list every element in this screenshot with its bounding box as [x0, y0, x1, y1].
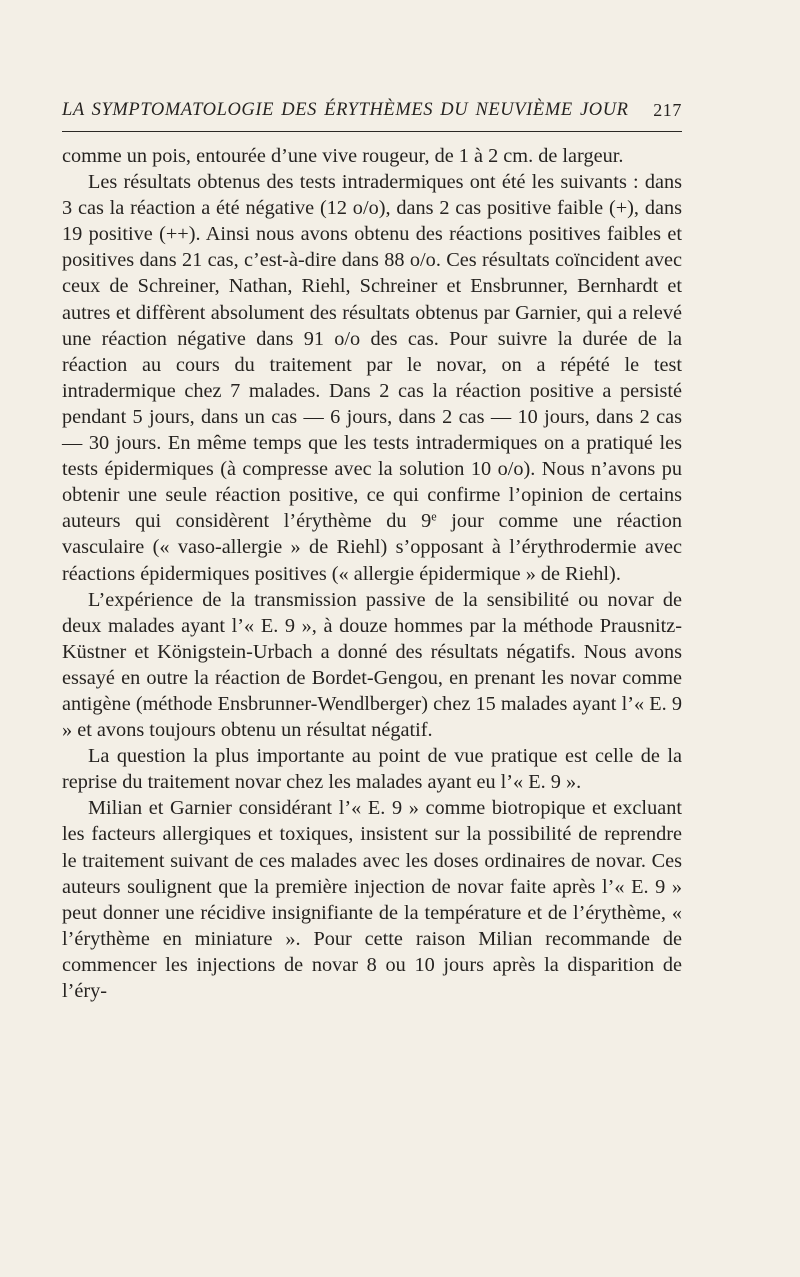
paragraph-5: Milian et Garnier considérant l’« E. 9 » comme biotropique et excluant les facteurs allergiques et toxiques, insistent sur la possibilité de reprendre le traitement suivant de ces malades avec les doses ordinaires de novar. Ces auteurs soulignent que la première injection de novar faite après l’« E. 9 » peut donner une récidive insignifiante de la température et de l’érythème, « l’érythème en miniature ». Pour cette raison Milian recommande de commencer les injections de novar 8 ou 10 jours après la disparition de l’éry- [62, 797, 682, 1002]
paragraph-2-part-1: Les résultats obtenus des tests intradermiques ont été les suivants : dans 3 cas la réaction a été négative (12 o/o), dans 2 cas positive faible (+), dans 19 positive (++). Ainsi nous avons obtenu des réactions positives faibles et positives dans 21 cas, c’est-à-dire dans 88 o/o. Ces résultats coïncident avec ceux de Schreiner, Nathan, Riehl, Schreiner et Ensbrunner, Bernhardt et autres et diffèrent absolument des résultats obtenus par Garnier, qui a relevé une réaction négative dans 91 o/o des cas. Pour suivre la durée de la réaction au cours du traitement par le novar, on a répété le test intradermique chez 7 malades. Dans 2 cas la réaction positive a persisté pendant 5 jours, dans un cas — 6 jours, dans 2 cas — 10 jours, dans 2 cas — 30 jours. En même temps que les tests intradermiques on a pratiqué les tests épidermiques (à compresse avec la solution 10 o/o). Nous n’avons pu obtenir une seule réaction positive, ce qui confirme l’opinion de certains auteurs qui considèrent l’érythème du 9 [62, 171, 682, 533]
paragraph-2 [62, 169, 682, 587]
page-number: 217 [653, 100, 682, 120]
header-rule [62, 131, 682, 132]
running-head [62, 100, 682, 124]
body-text [62, 143, 682, 1004]
paragraph-1: comme un pois, entourée d’une vive rougeur, de 1 à 2 cm. de largeur. [62, 145, 624, 167]
paragraph-2-part-2: jour comme une réaction vasculaire (« vaso-allergie » de Riehl) s’opposant à l’érythrodermie avec réactions épidermiques positives (« allergie épidermique » de Riehl). [62, 510, 682, 585]
paragraph-3: L’expérience de la transmission passive de la sensibilité ou novar de deux malades ayant l’« E. 9 », à douze hommes par la méthode Prausnitz-Küstner et Königstein-Urbach a donné des résultats négatifs. Nous avons essayé en outre la réaction de Bordet-Gengou, en prenant les novar comme antigène (méthode Ensbrunner-Wendlberger) chez 15 malades ayant l’« E. 9 » et avons toujours obtenu un résultat négatif. [62, 588, 682, 742]
paragraph-4: La question la plus importante au point de vue pratique est celle de la reprise du traitement novar chez les malades ayant eu l’« E. 9 ». [62, 745, 682, 794]
running-title: LA SYMPTOMATOLOGIE DES ÉRYTHÈMES DU NEUVIÈME JOUR [62, 100, 629, 120]
superscript-e: e [431, 509, 437, 524]
